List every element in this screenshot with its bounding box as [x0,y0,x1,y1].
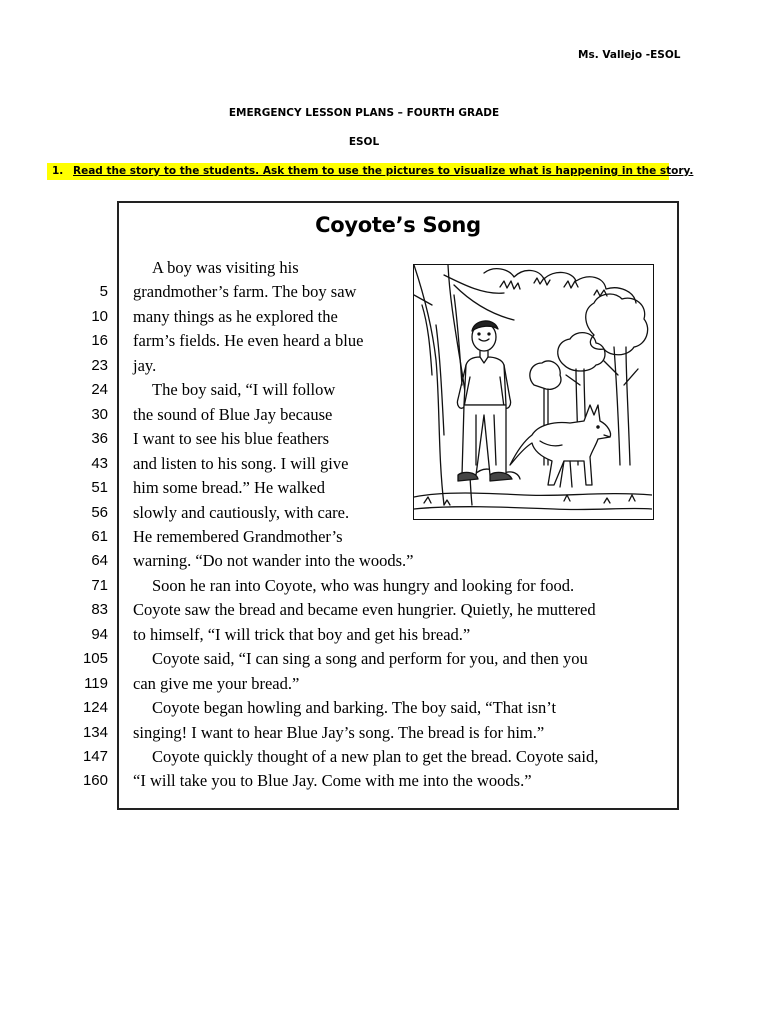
story-line: slowly and cautiously, with care. [133,502,350,522]
story-line: Coyote began howling and barking. The boy said, “That isn’t [152,698,557,718]
story-line: singing! I want to hear Blue Jay’s song. The bread is for him.” [133,722,545,742]
story-line: can give me your bread.” [133,673,300,693]
line-number: 56 [91,503,108,521]
line-number: 30 [91,405,108,423]
story-line: He remembered Grandmother’s [133,526,343,546]
story-line: grandmother’s farm. The boy saw [133,282,357,302]
page-subtitle: ESOL [348,136,380,148]
line-number: 119 [84,674,108,692]
line-number: 43 [91,454,108,472]
line-number: 147 [82,748,108,765]
story-line: Soon he ran into Coyote, who was hungry and looking for food. [152,575,575,595]
line-number: 134 [82,723,108,741]
story-line: Coyote quickly thought of a new plan to get the bread. Coyote said, [152,747,599,766]
story-title: Coyote’s Song [315,213,481,237]
story-line: warning. “Do not wander into the woods.” [133,551,414,571]
line-number: 61 [91,527,108,545]
line-number: 10 [91,307,108,325]
line-number: 51 [91,479,108,497]
story-line: to himself, “I will trick that boy and get his bread.” [133,624,471,644]
line-number: 71 [91,576,108,594]
instruction-item [47,163,694,180]
page-title: EMERGENCY LESSON PLANS – FOURTH GRADE [228,107,500,119]
line-number: 105 [82,650,108,668]
story-line: Coyote said, “I can sing a song and perform for you, and then you [152,649,588,669]
line-number: 160 [82,772,108,790]
story-line: Coyote saw the bread and became even hungrier. Quietly, he muttered [133,600,596,620]
line-number: 94 [91,625,108,643]
story-line: The boy said, “I will follow [152,380,336,400]
line-number: 124 [82,699,108,717]
story-line: I want to see his blue feathers [133,429,330,449]
line-number: 83 [91,601,108,619]
story-line: “I will take you to Blue Jay. Come with me into the woods.” [133,771,532,791]
story-line: jay. [133,355,157,375]
story-line: many things as he explored the [133,306,338,326]
line-number: 5 [99,283,108,301]
line-number: 36 [91,430,108,448]
line-number: 64 [91,552,108,570]
line-number: 23 [91,356,108,374]
instruction-number: 1. [52,165,64,177]
story-line: farm’s fields. He even heard a blue [133,331,364,351]
author-label: Ms. Vallejo -ESOL [578,49,681,61]
line-number: 16 [91,332,108,350]
story-line: the sound of Blue Jay because [133,404,333,424]
boy-and-coyote-illustration-icon [413,264,654,520]
story-line: A boy was visiting his [152,258,299,277]
story-line: him some bread.” He walked [133,478,325,498]
instruction-text: Read the story to the students. Ask them to use the pictures to visualize what is happening in the story. [73,165,694,177]
line-number: 24 [91,381,108,399]
story-line: and listen to his song. I will give [133,453,349,473]
